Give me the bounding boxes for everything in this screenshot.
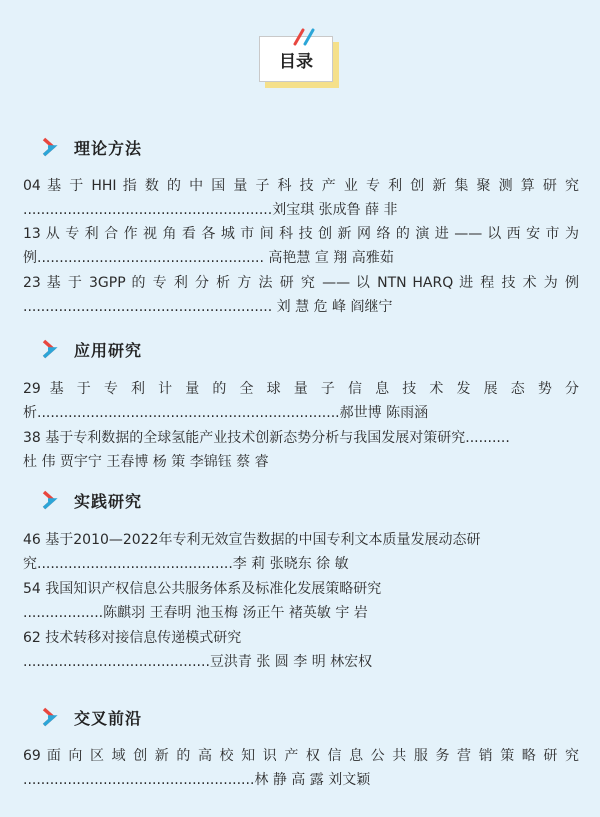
toc-entry-line[interactable]: 69 面 向 区 域 创 新 的 高 校 知 识 产 权 信 息 公 共 服 务 营 销 策 略 研 究	[23, 748, 579, 764]
toc-entry-leader[interactable]: ..........................................豆洪青 张 圆 李 明 林宏权	[23, 654, 373, 670]
toc-entry-leader[interactable]: 究............................................李 莉 张晓东 徐 敏	[23, 556, 349, 572]
toc-entry-leader[interactable]: 例................................................... 高艳慧 宣 翔 高雅茹	[23, 250, 394, 266]
toc-entry-leader[interactable]: ........................................................ 刘 慧 危 峰 阎继宁	[23, 299, 393, 315]
toc-entry-line[interactable]: 46 基于2010—2022年专利无效宣告数据的中国专利文本质量发展动态研	[23, 532, 481, 548]
chevron-icon	[40, 338, 58, 360]
section-title: 实践研究	[74, 491, 143, 511]
chevron-icon	[40, 489, 58, 511]
section-title: 交叉前沿	[74, 708, 143, 728]
toc-entry-line[interactable]: 54 我国知识产权信息公共服务体系及标准化发展策略研究	[23, 581, 382, 597]
toc-entry-line[interactable]: 29 基 于 专 利 计 量 的 全 球 量 子 信 息 技 术 发 展 态 势 分	[23, 381, 579, 397]
toc-title: 目录	[259, 36, 333, 82]
section-title: 应用研究	[74, 340, 143, 360]
section-title: 理论方法	[74, 138, 143, 158]
slash-decoration-icon	[291, 28, 319, 46]
section-header-theory	[40, 136, 142, 158]
section-header-frontier	[40, 706, 142, 728]
section-header-application	[40, 338, 142, 360]
toc-title-box	[259, 36, 339, 88]
toc-entry-line[interactable]: 23 基 于 3GPP 的 专 利 分 析 方 法 研 究 —— 以 NTN HARQ 进 程 技 术 为 例	[23, 275, 579, 291]
toc-entry-line[interactable]: 13 从 专 利 合 作 视 角 看 各 城 市 间 科 技 创 新 网 络 的 演 进 —— 以 西 安 市 为	[23, 226, 579, 242]
section-header-practice	[40, 489, 142, 511]
toc-entry-leader[interactable]: ..................陈麒羽 王春明 池玉梅 汤正午 褚英敏 宇 岩	[23, 605, 368, 621]
toc-entry-leader[interactable]: 杜 伟 贾宇宁 王春博 杨 策 李锦钰 蔡 睿	[23, 454, 269, 470]
toc-entry-leader[interactable]: ........................................................刘宝琪 张成鲁 薛 非	[23, 202, 398, 218]
chevron-icon	[40, 706, 58, 728]
toc-entry-line[interactable]: 38 基于专利数据的全球氢能产业技术创新态势分析与我国发展对策研究..........	[23, 430, 510, 446]
chevron-icon	[40, 136, 58, 158]
toc-entry-line[interactable]: 04 基 于 HHI 指 数 的 中 国 量 子 科 技 产 业 专 利 创 新 集 聚 测 算 研 究	[23, 178, 579, 194]
toc-entry-leader[interactable]: ....................................................林 静 高 露 刘文颖	[23, 772, 371, 788]
toc-entry-line[interactable]: 62 技术转移对接信息传递模式研究	[23, 630, 242, 646]
toc-entry-leader[interactable]: 析....................................................................郝世博 陈雨涵	[23, 405, 429, 421]
